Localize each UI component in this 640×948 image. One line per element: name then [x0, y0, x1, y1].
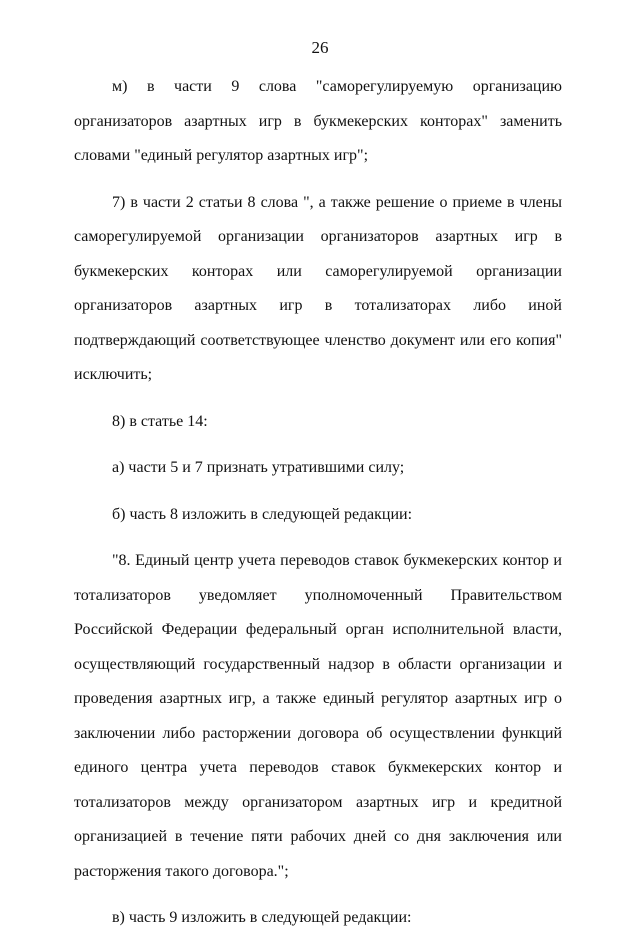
paragraph-b-part-8: б) часть 8 изложить в следующей редакции: [112, 505, 413, 523]
paragraph-8-article-14: 8) в статье 14: [112, 412, 208, 430]
document-body [74, 70, 562, 948]
paragraph-7-article-8: 7) в части 2 статьи 8 слова ", а также решение о приеме в члены саморегулируемой организации организаторов азартных игр в букмекерских конторах или саморегулируемой организации организаторов азартных игр в тотализаторах либо иной подтверждающий соответствующее членство документ или его копия" исключить; [74, 193, 562, 383]
paragraph-part-8-text: "8. Единый центр учета переводов ставок букмекерских контор и тотализаторов уведомляет уполномоченный Правительством Российской Федерации федеральный орган исполнительной власти, осуществляющий государственный надзор в области организации и проведения азартных игр, а также единый регулятор азартных игр о заключении либо расторжении договора об осуществлении функций единого центра учета переводов ставок букмекерских контор и тотализаторов между организатором азартных игр и кредитной организацией в течение пяти рабочих дней со дня заключения или расторжения такого договора."; [74, 552, 562, 880]
paragraph-a-parts-5-7: а) части 5 и 7 признать утратившими силу; [112, 459, 405, 476]
paragraph-m-part-9: м) в части 9 слова "саморегулируемую организацию организаторов азартных игр в букмекерских конторах" заменить словами "единый регулятор азартных игр"; [74, 78, 562, 164]
page-number: 26 [311, 38, 329, 57]
paragraph-v-part-9: в) часть 9 изложить в следующей редакции: [112, 909, 412, 926]
